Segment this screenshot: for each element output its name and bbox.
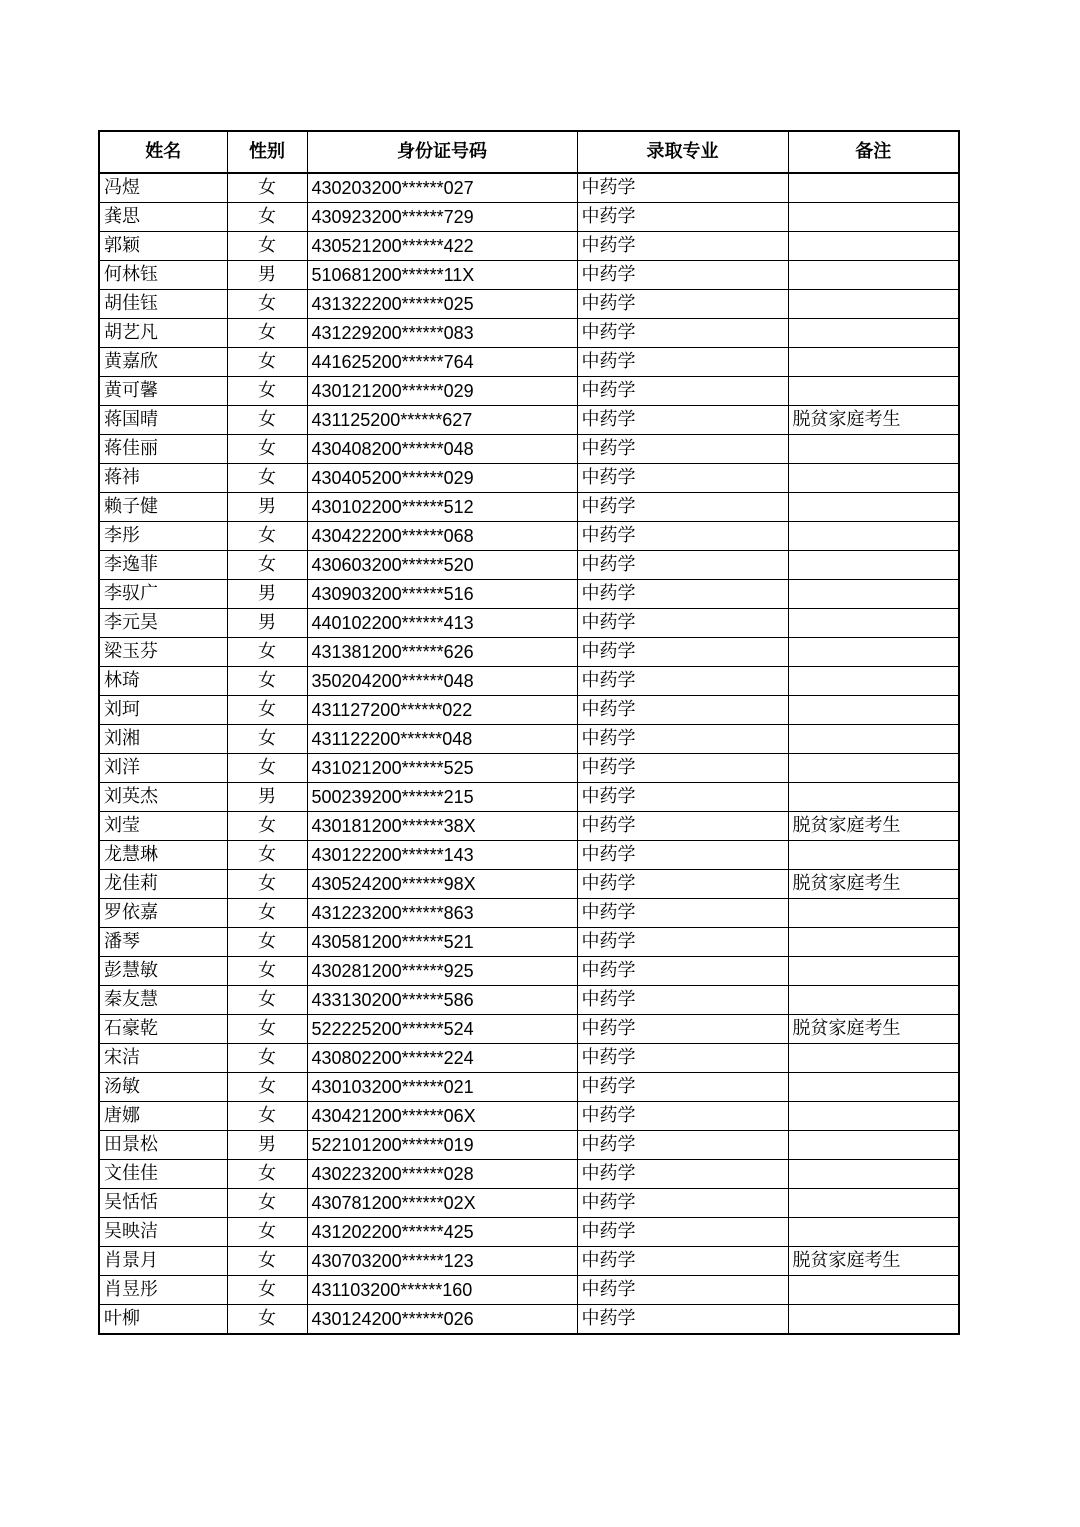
cell-id-number: 430103200******021	[307, 1073, 577, 1102]
cell-name: 胡佳钰	[99, 290, 227, 319]
table-row	[99, 1073, 959, 1102]
table-row	[99, 1044, 959, 1073]
cell-note	[788, 377, 959, 406]
cell-major: 中药学	[577, 754, 788, 783]
cell-name: 刘珂	[99, 696, 227, 725]
cell-major: 中药学	[577, 638, 788, 667]
cell-note	[788, 667, 959, 696]
cell-gender: 女	[227, 986, 307, 1015]
table-row	[99, 1189, 959, 1218]
header-gender: 性别	[227, 131, 307, 173]
cell-major: 中药学	[577, 696, 788, 725]
cell-major: 中药学	[577, 1276, 788, 1305]
table-row	[99, 928, 959, 957]
table-row	[99, 957, 959, 986]
cell-name: 林琦	[99, 667, 227, 696]
cell-gender: 女	[227, 928, 307, 957]
cell-note	[788, 522, 959, 551]
cell-gender: 女	[227, 464, 307, 493]
table-row	[99, 348, 959, 377]
cell-id-number: 430122200******143	[307, 841, 577, 870]
cell-name: 龙慧琳	[99, 841, 227, 870]
table-row	[99, 232, 959, 261]
cell-major: 中药学	[577, 1305, 788, 1335]
cell-note: 脱贫家庭考生	[788, 1247, 959, 1276]
cell-note	[788, 1131, 959, 1160]
cell-major: 中药学	[577, 725, 788, 754]
cell-gender: 女	[227, 638, 307, 667]
cell-major: 中药学	[577, 203, 788, 232]
cell-gender: 女	[227, 319, 307, 348]
cell-note: 脱贫家庭考生	[788, 406, 959, 435]
admission-table	[98, 130, 960, 1335]
table-body	[99, 173, 959, 1334]
table-row	[99, 319, 959, 348]
cell-id-number: 430421200******06X	[307, 1102, 577, 1131]
cell-name: 石豪乾	[99, 1015, 227, 1044]
cell-name: 文佳佳	[99, 1160, 227, 1189]
header-id-number: 身份证号码	[307, 131, 577, 173]
table-row	[99, 551, 959, 580]
cell-id-number: 440102200******413	[307, 609, 577, 638]
cell-id-number: 522101200******019	[307, 1131, 577, 1160]
cell-name: 黄可馨	[99, 377, 227, 406]
cell-gender: 男	[227, 609, 307, 638]
cell-note	[788, 638, 959, 667]
cell-gender: 女	[227, 812, 307, 841]
cell-note	[788, 986, 959, 1015]
cell-name: 刘莹	[99, 812, 227, 841]
cell-note	[788, 1189, 959, 1218]
cell-name: 郭颖	[99, 232, 227, 261]
cell-gender: 女	[227, 1073, 307, 1102]
cell-note	[788, 899, 959, 928]
cell-gender: 女	[227, 290, 307, 319]
cell-major: 中药学	[577, 841, 788, 870]
cell-name: 刘湘	[99, 725, 227, 754]
table-row	[99, 1276, 959, 1305]
cell-name: 胡艺凡	[99, 319, 227, 348]
cell-id-number: 430121200******029	[307, 377, 577, 406]
cell-gender: 女	[227, 203, 307, 232]
cell-name: 肖昱彤	[99, 1276, 227, 1305]
cell-note	[788, 319, 959, 348]
cell-gender: 女	[227, 1044, 307, 1073]
cell-name: 李元昊	[99, 609, 227, 638]
cell-major: 中药学	[577, 464, 788, 493]
table-row	[99, 754, 959, 783]
cell-id-number: 431381200******626	[307, 638, 577, 667]
header-note: 备注	[788, 131, 959, 173]
cell-major: 中药学	[577, 1131, 788, 1160]
cell-major: 中药学	[577, 1073, 788, 1102]
table-row	[99, 377, 959, 406]
cell-name: 龙佳莉	[99, 870, 227, 899]
cell-id-number: 430408200******048	[307, 435, 577, 464]
table-row	[99, 638, 959, 667]
cell-name: 唐娜	[99, 1102, 227, 1131]
cell-id-number: 430603200******520	[307, 551, 577, 580]
cell-gender: 男	[227, 1131, 307, 1160]
cell-major: 中药学	[577, 232, 788, 261]
cell-note	[788, 290, 959, 319]
table-row	[99, 1102, 959, 1131]
cell-gender: 女	[227, 522, 307, 551]
cell-id-number: 430923200******729	[307, 203, 577, 232]
cell-name: 蒋国晴	[99, 406, 227, 435]
table-row	[99, 1015, 959, 1044]
table-row	[99, 1218, 959, 1247]
cell-major: 中药学	[577, 551, 788, 580]
table-row	[99, 1160, 959, 1189]
cell-id-number: 430124200******026	[307, 1305, 577, 1335]
cell-gender: 女	[227, 957, 307, 986]
cell-id-number: 510681200******11X	[307, 261, 577, 290]
table-row	[99, 986, 959, 1015]
table-row	[99, 464, 959, 493]
cell-id-number: 430203200******027	[307, 173, 577, 203]
cell-note	[788, 957, 959, 986]
cell-major: 中药学	[577, 667, 788, 696]
cell-name: 李彤	[99, 522, 227, 551]
cell-id-number: 430521200******422	[307, 232, 577, 261]
cell-note	[788, 841, 959, 870]
cell-name: 李驭广	[99, 580, 227, 609]
cell-name: 秦友慧	[99, 986, 227, 1015]
cell-note	[788, 696, 959, 725]
cell-gender: 女	[227, 667, 307, 696]
table-row	[99, 493, 959, 522]
table-row	[99, 899, 959, 928]
cell-gender: 女	[227, 696, 307, 725]
cell-name: 梁玉芬	[99, 638, 227, 667]
cell-major: 中药学	[577, 986, 788, 1015]
cell-major: 中药学	[577, 1247, 788, 1276]
cell-note	[788, 1073, 959, 1102]
table-header	[99, 131, 959, 173]
cell-name: 赖子健	[99, 493, 227, 522]
table-row	[99, 1247, 959, 1276]
table-row	[99, 725, 959, 754]
cell-gender: 男	[227, 580, 307, 609]
cell-note	[788, 609, 959, 638]
cell-major: 中药学	[577, 406, 788, 435]
cell-gender: 男	[227, 493, 307, 522]
table-row	[99, 406, 959, 435]
cell-id-number: 500239200******215	[307, 783, 577, 812]
cell-id-number: 430405200******029	[307, 464, 577, 493]
cell-name: 何林钰	[99, 261, 227, 290]
cell-major: 中药学	[577, 261, 788, 290]
cell-note: 脱贫家庭考生	[788, 812, 959, 841]
cell-id-number: 430281200******925	[307, 957, 577, 986]
cell-major: 中药学	[577, 522, 788, 551]
cell-id-number: 430102200******512	[307, 493, 577, 522]
cell-gender: 女	[227, 1276, 307, 1305]
table-row	[99, 1305, 959, 1335]
cell-major: 中药学	[577, 1218, 788, 1247]
cell-note	[788, 1044, 959, 1073]
cell-gender: 女	[227, 1102, 307, 1131]
table-row	[99, 173, 959, 203]
cell-major: 中药学	[577, 1015, 788, 1044]
cell-note	[788, 348, 959, 377]
cell-note	[788, 203, 959, 232]
table-row	[99, 667, 959, 696]
cell-id-number: 441625200******764	[307, 348, 577, 377]
cell-name: 宋洁	[99, 1044, 227, 1073]
cell-name: 吴映洁	[99, 1218, 227, 1247]
cell-id-number: 431127200******022	[307, 696, 577, 725]
cell-gender: 女	[227, 406, 307, 435]
cell-major: 中药学	[577, 319, 788, 348]
cell-major: 中药学	[577, 290, 788, 319]
cell-note	[788, 464, 959, 493]
cell-name: 黄嘉欣	[99, 348, 227, 377]
cell-major: 中药学	[577, 957, 788, 986]
cell-gender: 女	[227, 1247, 307, 1276]
cell-major: 中药学	[577, 377, 788, 406]
cell-name: 肖景月	[99, 1247, 227, 1276]
cell-note	[788, 1305, 959, 1335]
cell-note: 脱贫家庭考生	[788, 1015, 959, 1044]
cell-gender: 女	[227, 435, 307, 464]
cell-major: 中药学	[577, 1189, 788, 1218]
cell-gender: 女	[227, 173, 307, 203]
cell-name: 田景松	[99, 1131, 227, 1160]
cell-note	[788, 551, 959, 580]
cell-gender: 女	[227, 841, 307, 870]
cell-major: 中药学	[577, 580, 788, 609]
header-row	[99, 131, 959, 173]
cell-gender: 女	[227, 1015, 307, 1044]
cell-id-number: 430581200******521	[307, 928, 577, 957]
cell-note	[788, 928, 959, 957]
header-name: 姓名	[99, 131, 227, 173]
cell-major: 中药学	[577, 435, 788, 464]
cell-note	[788, 435, 959, 464]
cell-gender: 女	[227, 232, 307, 261]
cell-id-number: 430181200******38X	[307, 812, 577, 841]
cell-id-number: 350204200******048	[307, 667, 577, 696]
cell-note	[788, 725, 959, 754]
cell-note	[788, 232, 959, 261]
cell-name: 刘英杰	[99, 783, 227, 812]
table-row	[99, 261, 959, 290]
cell-id-number: 522225200******524	[307, 1015, 577, 1044]
cell-id-number: 431223200******863	[307, 899, 577, 928]
cell-note	[788, 261, 959, 290]
cell-id-number: 430223200******028	[307, 1160, 577, 1189]
cell-note	[788, 580, 959, 609]
cell-id-number: 431229200******083	[307, 319, 577, 348]
cell-gender: 女	[227, 870, 307, 899]
cell-gender: 女	[227, 551, 307, 580]
cell-gender: 女	[227, 1189, 307, 1218]
table-row	[99, 609, 959, 638]
cell-note	[788, 1276, 959, 1305]
cell-id-number: 430802200******224	[307, 1044, 577, 1073]
cell-note	[788, 1160, 959, 1189]
header-major: 录取专业	[577, 131, 788, 173]
table-row	[99, 203, 959, 232]
table-row	[99, 580, 959, 609]
cell-id-number: 430703200******123	[307, 1247, 577, 1276]
cell-major: 中药学	[577, 609, 788, 638]
cell-id-number: 431202200******425	[307, 1218, 577, 1247]
cell-id-number: 430524200******98X	[307, 870, 577, 899]
table-row	[99, 1131, 959, 1160]
cell-major: 中药学	[577, 783, 788, 812]
cell-id-number: 430422200******068	[307, 522, 577, 551]
cell-major: 中药学	[577, 899, 788, 928]
cell-gender: 男	[227, 783, 307, 812]
cell-name: 彭慧敏	[99, 957, 227, 986]
cell-name: 潘琴	[99, 928, 227, 957]
cell-id-number: 431103200******160	[307, 1276, 577, 1305]
cell-note	[788, 754, 959, 783]
cell-id-number: 431322200******025	[307, 290, 577, 319]
cell-gender: 女	[227, 1160, 307, 1189]
cell-name: 李逸菲	[99, 551, 227, 580]
cell-major: 中药学	[577, 493, 788, 522]
cell-major: 中药学	[577, 870, 788, 899]
cell-major: 中药学	[577, 1160, 788, 1189]
cell-major: 中药学	[577, 348, 788, 377]
cell-name: 汤敏	[99, 1073, 227, 1102]
table-row	[99, 435, 959, 464]
cell-major: 中药学	[577, 1044, 788, 1073]
cell-id-number: 431122200******048	[307, 725, 577, 754]
table-row	[99, 290, 959, 319]
cell-major: 中药学	[577, 1102, 788, 1131]
table-row	[99, 870, 959, 899]
cell-gender: 女	[227, 377, 307, 406]
cell-note	[788, 783, 959, 812]
cell-name: 罗依嘉	[99, 899, 227, 928]
cell-gender: 女	[227, 1305, 307, 1335]
cell-note: 脱贫家庭考生	[788, 870, 959, 899]
table-row	[99, 522, 959, 551]
cell-gender: 女	[227, 754, 307, 783]
cell-id-number: 430781200******02X	[307, 1189, 577, 1218]
cell-id-number: 430903200******516	[307, 580, 577, 609]
cell-gender: 女	[227, 1218, 307, 1247]
cell-major: 中药学	[577, 928, 788, 957]
table-row	[99, 696, 959, 725]
cell-name: 龚思	[99, 203, 227, 232]
cell-name: 蒋祎	[99, 464, 227, 493]
cell-id-number: 433130200******586	[307, 986, 577, 1015]
cell-note	[788, 1102, 959, 1131]
cell-name: 冯煜	[99, 173, 227, 203]
table-row	[99, 812, 959, 841]
table-row	[99, 841, 959, 870]
cell-gender: 女	[227, 725, 307, 754]
cell-name: 刘洋	[99, 754, 227, 783]
table-row	[99, 783, 959, 812]
cell-name: 蒋佳丽	[99, 435, 227, 464]
cell-major: 中药学	[577, 812, 788, 841]
cell-note	[788, 173, 959, 203]
cell-id-number: 431125200******627	[307, 406, 577, 435]
cell-gender: 女	[227, 348, 307, 377]
cell-name: 叶柳	[99, 1305, 227, 1335]
cell-gender: 女	[227, 899, 307, 928]
cell-gender: 男	[227, 261, 307, 290]
cell-id-number: 431021200******525	[307, 754, 577, 783]
cell-note	[788, 1218, 959, 1247]
cell-note	[788, 493, 959, 522]
cell-major: 中药学	[577, 173, 788, 203]
cell-name: 吴恬恬	[99, 1189, 227, 1218]
